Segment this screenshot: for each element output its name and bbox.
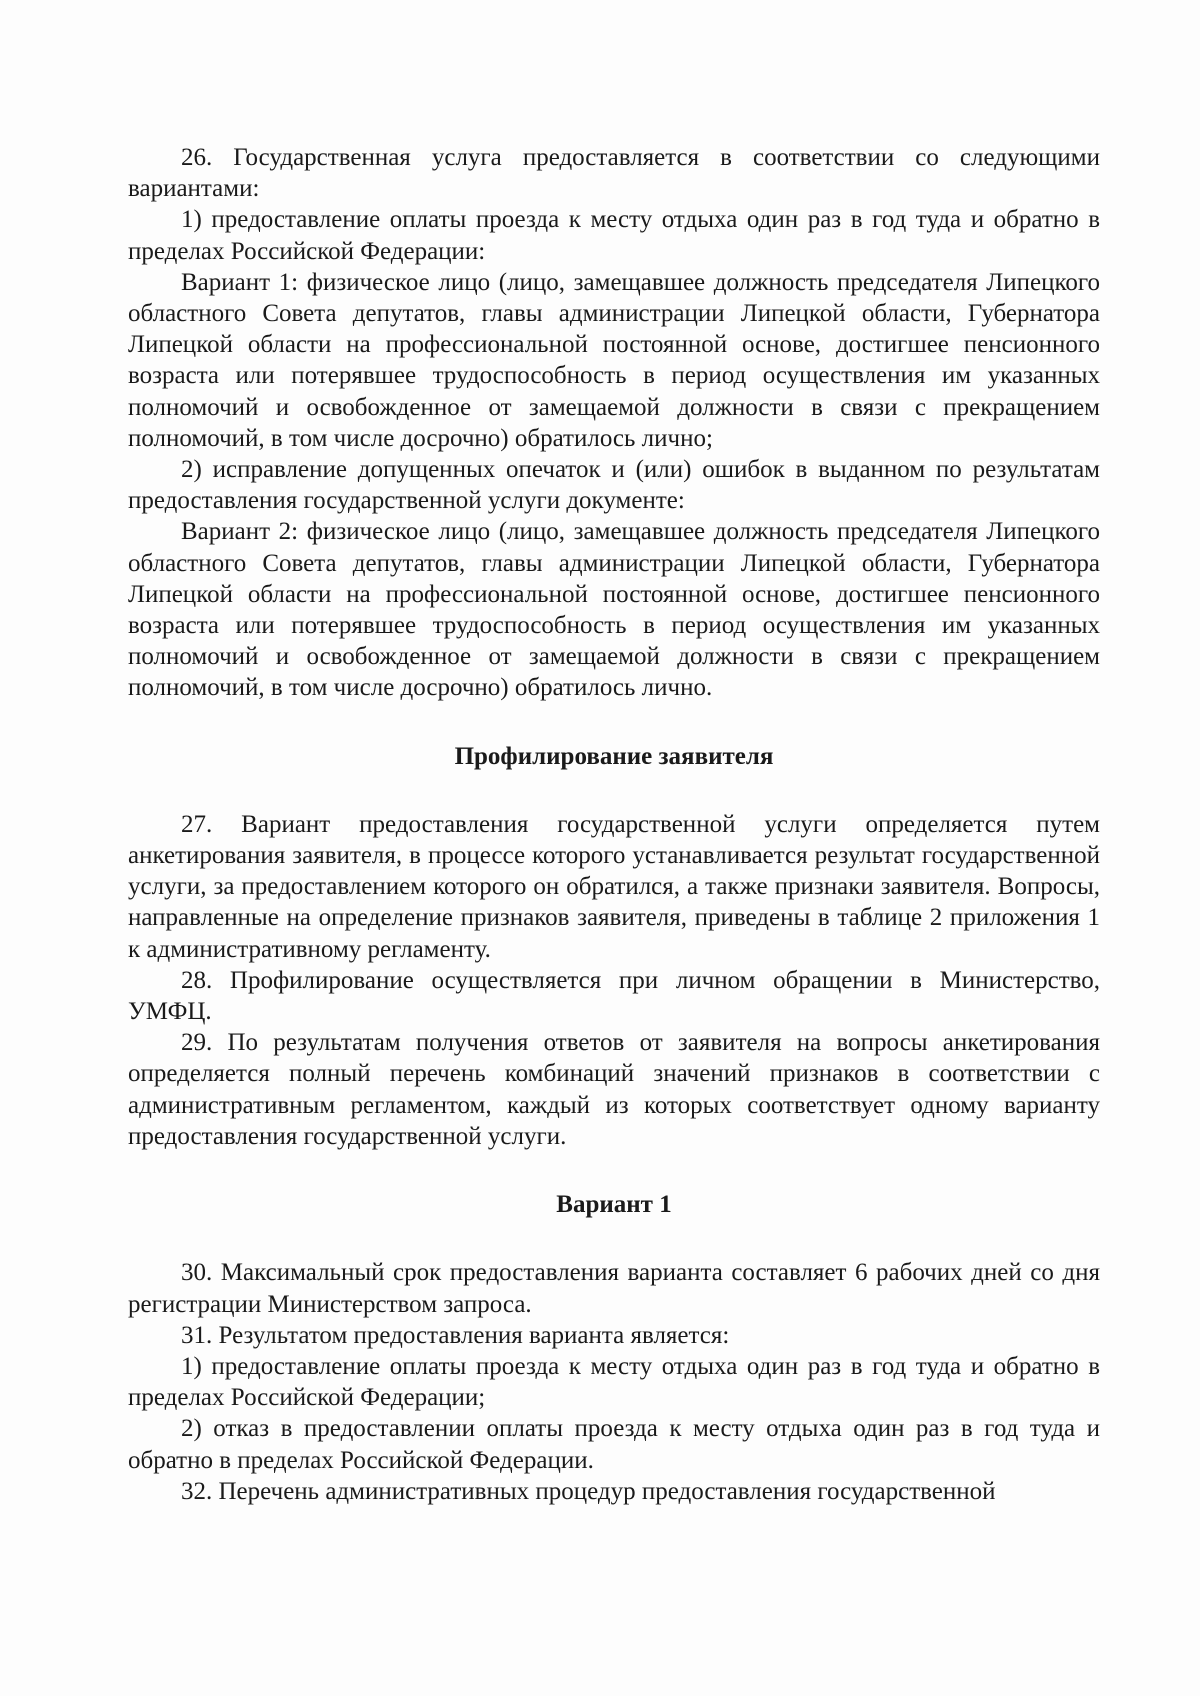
paragraph-31: 31. Результатом предоставления варианта является:	[181, 1321, 730, 1349]
paragraph-30: 30. Максимальный срок предоставления варианта составляет 6 рабочих дней со дня регистрации Министерством запроса.	[128, 1259, 1100, 1318]
paragraph-26-item-2: 2) исправление допущенных опечаток и (или) ошибок в выданном по результатам предоставления государственной услуги документе:	[128, 456, 1100, 515]
document-body	[128, 142, 1100, 1507]
paragraph-variant-1-description: Вариант 1: физическое лицо (лицо, замещавшее должность председателя Липецкого областного Совета депутатов, главы администрации Липецкой области, Губернатора Липецкой области на профессиональной постоянной основе, достигшее пенсионного возраста или потерявшее трудоспособность в период осуществления им указанных полномочий и освобожденное от замещаемой должности в связи с прекращением полномочий, в том числе досрочно) обратилось лично;	[128, 268, 1100, 452]
paragraph-31-item-2: 2) отказ в предоставлении оплаты проезда к месту отдыха один раз в год туда и обратно в пределах Российской Федерации.	[128, 1415, 1100, 1474]
paragraph-28: 28. Профилирование осуществляется при личном обращении в Министерство, УМФЦ.	[128, 966, 1100, 1026]
paragraph-32: 32. Перечень административных процедур предоставления государственной	[181, 1477, 996, 1505]
heading-profiling: Профилирование заявителя	[454, 742, 774, 770]
paragraph-26: 26. Государственная услуга предоставляется в соответствии со следующими вариантами:	[128, 144, 1100, 203]
paragraph-27: 27. Вариант предоставления государственной услуги определяется путем анкетирования заявителя, в процессе которого устанавливается результат государственной услуги, за предоставлением которого он обратился, а также признаки заявителя. Вопросы, направленные на определение признаков заявителя, приведены в таблице 2 приложения 1 к административному регламенту.	[128, 810, 1100, 963]
paragraph-26-item-1: 1) предоставление оплаты проезда к месту отдыха один раз в год туда и обратно в пределах Российской Федерации:	[128, 206, 1100, 265]
paragraph-variant-2-description: Вариант 2: физическое лицо (лицо, замещавшее должность председателя Липецкого областного Совета депутатов, главы администрации Липецкой области, Губернатора Липецкой области на профессиональной постоянной основе, достигшее пенсионного возраста или потерявшее трудоспособность в период осуществления им указанных полномочий и освобожденное от замещаемой должности в связи с прекращением полномочий, в том числе досрочно) обратилось лично.	[128, 518, 1100, 702]
heading-variant-1: Вариант 1	[556, 1191, 672, 1219]
paragraph-29: 29. По результатам получения ответов от заявителя на вопросы анкетирования определяется полный перечень комбинаций значений признаков в соответствии с административным регламентом, каждый из которых соответствует одному варианту предоставления государственной услуги.	[128, 1029, 1100, 1150]
paragraph-31-item-1: 1) предоставление оплаты проезда к месту отдыха один раз в год туда и обратно в пределах Российской Федерации;	[128, 1352, 1100, 1412]
